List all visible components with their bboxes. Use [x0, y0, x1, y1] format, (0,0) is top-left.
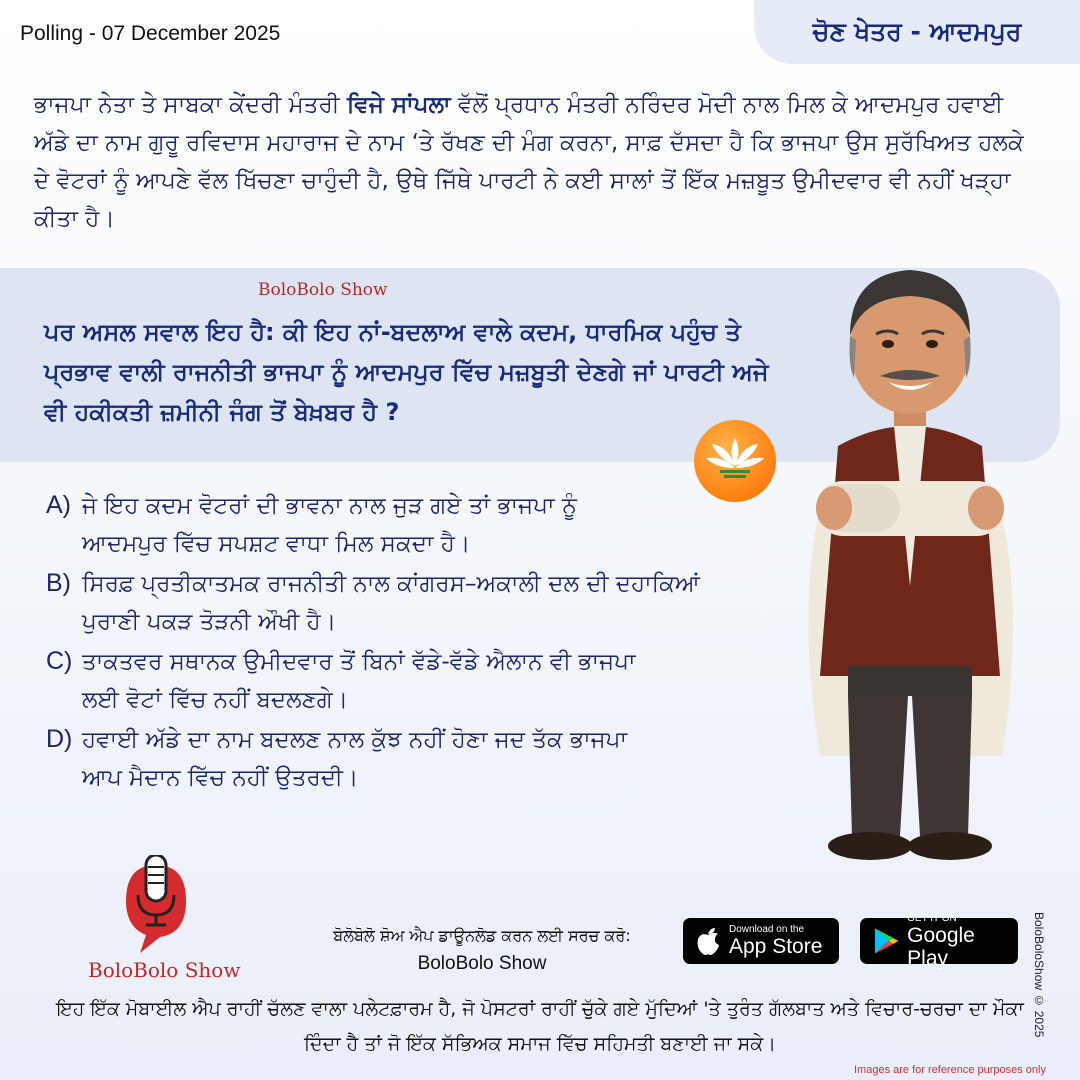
option-text: ਲਈ ਵੋਟਾਂ ਵਿੱਚ ਨਹੀਂ ਬਦਲਣਗੇ।: [82, 687, 349, 713]
search-prompt-text: ਬੋਲੋਬੋਲੋ ਸ਼ੋਅ ਐਪ ਡਾਊਨਲੋਡ ਕਰਨ ਲਈ ਸਰਚ ਕਰੋ:: [333, 926, 631, 945]
intro-text-after: ਵੱਲੋਂ ਪ੍ਰਧਾਨ ਮੰਤਰੀ ਨਰਿੰਦਰ ਮੋਦੀ ਨਾਲ ਮਿਲ ਕੇ ਆਦਮਪੁਰ ਹਵਾਈ ਅੱਡੇ ਦਾ ਨਾਮ ਗੁਰੂ ਰਵਿਦਾਸ ਮਹਾਰਾਜ ਦੇ ਨਾਮ ‘ਤੇ ਰੱਖਣ ਦੀ ਮੰਗ ਕਰਨਾ, ਸਾਫ਼ ਦੱਸਦਾ ਹੈ ਕਿ ਭਾਜਪਾ ਉਸ ਸੁਰੱਖਿਅਤ ਹਲਕੇ ਦੇ ਵੋਟਰਾਂ ਨੂੰ ਆਪਣੇ ਵੱਲ ਖਿੱਚਣਾ ਚਾਹੁੰਦੀ ਹੈ, ਉਥੇ ਜਿੱਥੇ ਪਾਰਟੀ ਨੇ ਕਈ ਸਾਲਾਂ ਤੋਂ ਇੱਕ ਮਜ਼ਬੂਤ ਉਮੀਦਵਾਰ ਵੀ ਨਹੀਂ ਖੜ੍ਹਾ ਕੀਤਾ ਹੈ।: [34, 92, 1024, 232]
app-search-prompt: [302, 922, 662, 978]
appstore-small-label: Download on the: [729, 924, 805, 935]
header-bar: [0, 0, 1080, 64]
copyright-text: BoloBoloShow © 2025: [1032, 912, 1046, 1038]
poll-option-c[interactable]: [46, 642, 746, 719]
constituency-tab: ਚੋਣ ਖੇਤਰ - ਆਦਮਪੁਰ: [754, 0, 1080, 64]
app-store-button[interactable]: [683, 918, 839, 964]
polling-date: Polling - 07 December 2025: [20, 22, 281, 45]
option-text: ਆਪ ਮੈਦਾਨ ਵਿੱਚ ਨਹੀਂ ਉਤਰਦੀ।: [82, 765, 359, 791]
intro-text-before: ਭਾਜਪਾ ਨੇਤਾ ਤੇ ਸਾਬਕਾ ਕੇਂਦਰੀ ਮੰਤਰੀ: [34, 92, 348, 118]
option-letter: B): [46, 569, 71, 597]
intro-paragraph: [34, 86, 1024, 238]
brand-logo-text: BoloBolo Show: [88, 958, 241, 982]
option-letter: A): [46, 491, 71, 519]
appstore-big-label: App Store: [729, 935, 823, 958]
option-text: ਜੇ ਇਹ ਕਦਮ ਵੋਟਰਾਂ ਦੀ ਭਾਵਨਾ ਨਾਲ ਜੁੜ ਗਏ ਤਾਂ ਭਾਜਪਾ ਨੂੰ: [82, 493, 577, 519]
poll-option-a[interactable]: [46, 486, 746, 563]
option-text: ਪੁਰਾਣੀ ਪਕੜ ਤੋੜਨੀ ਔਖੀ ਹੈ।: [82, 609, 337, 635]
option-letter: D): [46, 725, 73, 753]
googleplay-small-label: GET IT ON: [907, 912, 957, 924]
apple-icon: [695, 926, 721, 956]
option-text: ਤਾਕਤਵਰ ਸਥਾਨਕ ਉਮੀਦਵਾਰ ਤੋਂ ਬਿਨਾਂ ਵੱਡੇ-ਵੱਡੇ ਐਲਾਨ ਵੀ ਭਾਜਪਾ: [82, 649, 636, 675]
disclaimer-text: Images are for reference purposes only: [854, 1064, 1046, 1076]
microphone-logo-icon: [120, 855, 192, 955]
google-play-icon: [872, 926, 899, 956]
watermark-text: BoloBolo Show: [258, 280, 388, 300]
option-text: ਆਦਮਪੁਰ ਵਿੱਚ ਸਪਸ਼ਟ ਵਾਧਾ ਮਿਲ ਸਕਦਾ ਹੈ।: [82, 531, 471, 557]
googleplay-big-label: Google Play: [907, 923, 975, 970]
poll-question: ਪਰ ਅਸਲ ਸਵਾਲ ਇਹ ਹੈ: ਕੀ ਇਹ ਨਾਂ-ਬਦਲਾਅ ਵਾਲੇ ਕਦਮ, ਧਾਰਮਿਕ ਪਹੁੰਚ ਤੇ ਪ੍ਰਭਾਵ ਵਾਲੀ ਰਾਜਨੀਤੀ ਭਾਜਪਾ ਨੂੰ ਆਦਮਪੁਰ ਵਿੱਚ ਮਜ਼ਬੂਤੀ ਦੇਣਗੇ ਜਾਂ ਪਾਰਟੀ ਅਜੇ ਵੀ ਹਕੀਕਤੀ ਜ਼ਮੀਨੀ ਜੰਗ ਤੋਂ ਬੇਖ਼ਬਰ ਹੈ ?: [44, 318, 769, 426]
intro-highlight-name: ਵਿਜੇ ਸਾਂਪਲਾ: [347, 92, 451, 118]
platform-description: ਇਹ ਇੱਕ ਮੋਬਾਈਲ ਐਪ ਰਾਹੀਂ ਚੱਲਣ ਵਾਲਾ ਪਲੇਟਫ਼ਾਰਮ ਹੈ, ਜੋ ਪੋਸਟਰਾਂ ਰਾਹੀਂ ਚੁੱਕੇ ਗਏ ਮੁੱਦਿਆਂ 'ਤੇ ਤੁਰੰਤ ਗੱਲਬਾਤ ਅਤੇ ਵਿਚਾਰ-ਚਰਚਾ ਦਾ ਮੌਕਾ ਦਿੰਦਾ ਹੈ ਤਾਂ ਜੋ ਇੱਕ ਸੱਭਿਅਕ ਸਮਾਜ ਵਿੱਚ ਸਹਿਮਤੀ ਬਣਾਈ ਜਾ ਸਕੇ।: [56, 998, 1024, 1055]
option-text: ਹਵਾਈ ਅੱਡੇ ਦਾ ਨਾਮ ਬਦਲਣ ਨਾਲ ਕੁੱਝ ਨਹੀਂ ਹੋਣਾ ਜਦ ਤੱਕ ਭਾਜਪਾ: [82, 727, 628, 753]
google-play-button[interactable]: [860, 912, 1018, 970]
search-app-name: BoloBolo Show: [417, 953, 547, 974]
option-letter: C): [46, 647, 73, 675]
poll-option-d[interactable]: [46, 720, 746, 797]
option-text: ਸਿਰਫ਼ ਪ੍ਰਤੀਕਾਤਮਕ ਰਾਜਨੀਤੀ ਨਾਲ ਕਾਂਗਰਸ–ਅਕਾਲੀ ਦਲ ਦੀ ਦਹਾਕਿਆਂ: [82, 571, 700, 597]
poll-option-b[interactable]: [46, 564, 746, 641]
politician-illustration: [790, 256, 1030, 884]
poll-options: [46, 486, 746, 798]
